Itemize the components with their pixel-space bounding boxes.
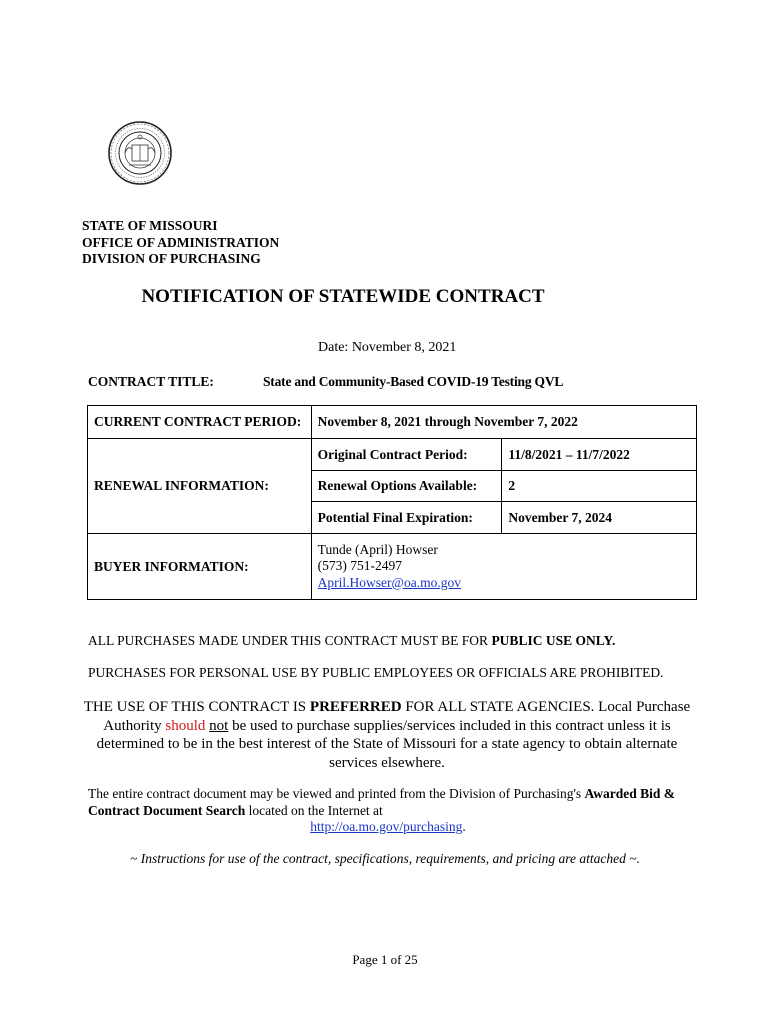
personal-use-notice: PURCHASES FOR PERSONAL USE BY PUBLIC EMPLOYEES OR OFFICIALS ARE PROHIBITED. — [88, 665, 664, 680]
buyer-label: BUYER INFORMATION: — [88, 534, 312, 600]
public-use-emphasis: PUBLIC USE ONLY. — [491, 633, 616, 648]
public-use-notice — [88, 633, 615, 649]
purchasing-website-link[interactable]: http://oa.mo.gov/purchasing — [310, 819, 463, 834]
buyer-details — [311, 534, 696, 600]
agency-line-state: STATE OF MISSOURI — [82, 218, 218, 233]
instructions-note: ~ Instructions for use of the contract, specifications, requirements, and pricing are attached ~. — [130, 851, 640, 866]
final-expiration-label: Potential Final Expiration: — [311, 502, 502, 534]
agency-header — [82, 218, 279, 268]
page-number: Page 1 of 25 — [352, 952, 418, 967]
contract-title-label: CONTRACT TITLE: — [88, 374, 214, 389]
original-period-value: 11/8/2021 – 11/7/2022 — [502, 439, 697, 471]
preferred-text-2: FOR ALL STATE AGENCIES. Local Purchase Authority — [103, 699, 691, 734]
buyer-row — [88, 534, 697, 600]
renewal-options-label: Renewal Options Available: — [311, 471, 502, 502]
preferred-use-notice — [80, 698, 694, 772]
contract-info-table — [87, 405, 697, 600]
current-period-row — [88, 406, 697, 439]
doc-search-emphasis: Awarded Bid & Contract Document Search — [88, 786, 676, 818]
document-search-paragraph — [88, 786, 688, 836]
agency-line-division: DIVISION OF PURCHASING — [82, 251, 261, 266]
renewal-label: RENEWAL INFORMATION: — [88, 439, 312, 534]
renewal-options-value: 2 — [502, 471, 697, 502]
current-period-value: November 8, 2021 through November 7, 2022 — [311, 406, 696, 439]
preferred-text-3: be used to purchase supplies/services included in this contract unless it is determined to be in the best interest of the State of Missouri for a state agency to obtain alternate services elsewhere. — [96, 717, 678, 771]
current-period-label: CURRENT CONTRACT PERIOD: — [88, 406, 312, 439]
public-use-text: ALL PURCHASES MADE UNDER THIS CONTRACT MUST BE FOR — [88, 633, 492, 648]
final-expiration-value: November 7, 2024 — [502, 502, 697, 534]
doc-search-text-2: located on the Internet at — [245, 802, 383, 818]
agency-line-office: OFFICE OF ADMINISTRATION — [82, 234, 280, 250]
original-period-label: Original Contract Period: — [311, 439, 502, 471]
doc-search-text-1: The entire contract document may be viewed and printed from the Division of Purchasing's — [88, 786, 585, 801]
preferred-text-1: THE USE OF THIS CONTRACT IS — [83, 699, 310, 715]
renewal-row — [88, 439, 697, 471]
missouri-state-seal — [107, 113, 173, 193]
preferred-emphasis: PREFERRED — [309, 699, 402, 715]
buyer-email-link[interactable]: April.Howser@oa.mo.gov — [317, 574, 461, 590]
notice-date: Date: November 8, 2021 — [318, 340, 457, 355]
buyer-name: Tunde (April) Howser — [317, 541, 438, 557]
page-title: NOTIFICATION OF STATEWIDE CONTRACT — [141, 286, 545, 307]
not-emphasis: not — [209, 717, 229, 734]
buyer-phone: (573) 751-2497 — [317, 558, 403, 574]
contract-title-value: State and Community-Based COVID-19 Testing QVL — [263, 374, 564, 389]
should-emphasis: should — [165, 717, 206, 734]
doc-search-period: . — [462, 819, 466, 834]
